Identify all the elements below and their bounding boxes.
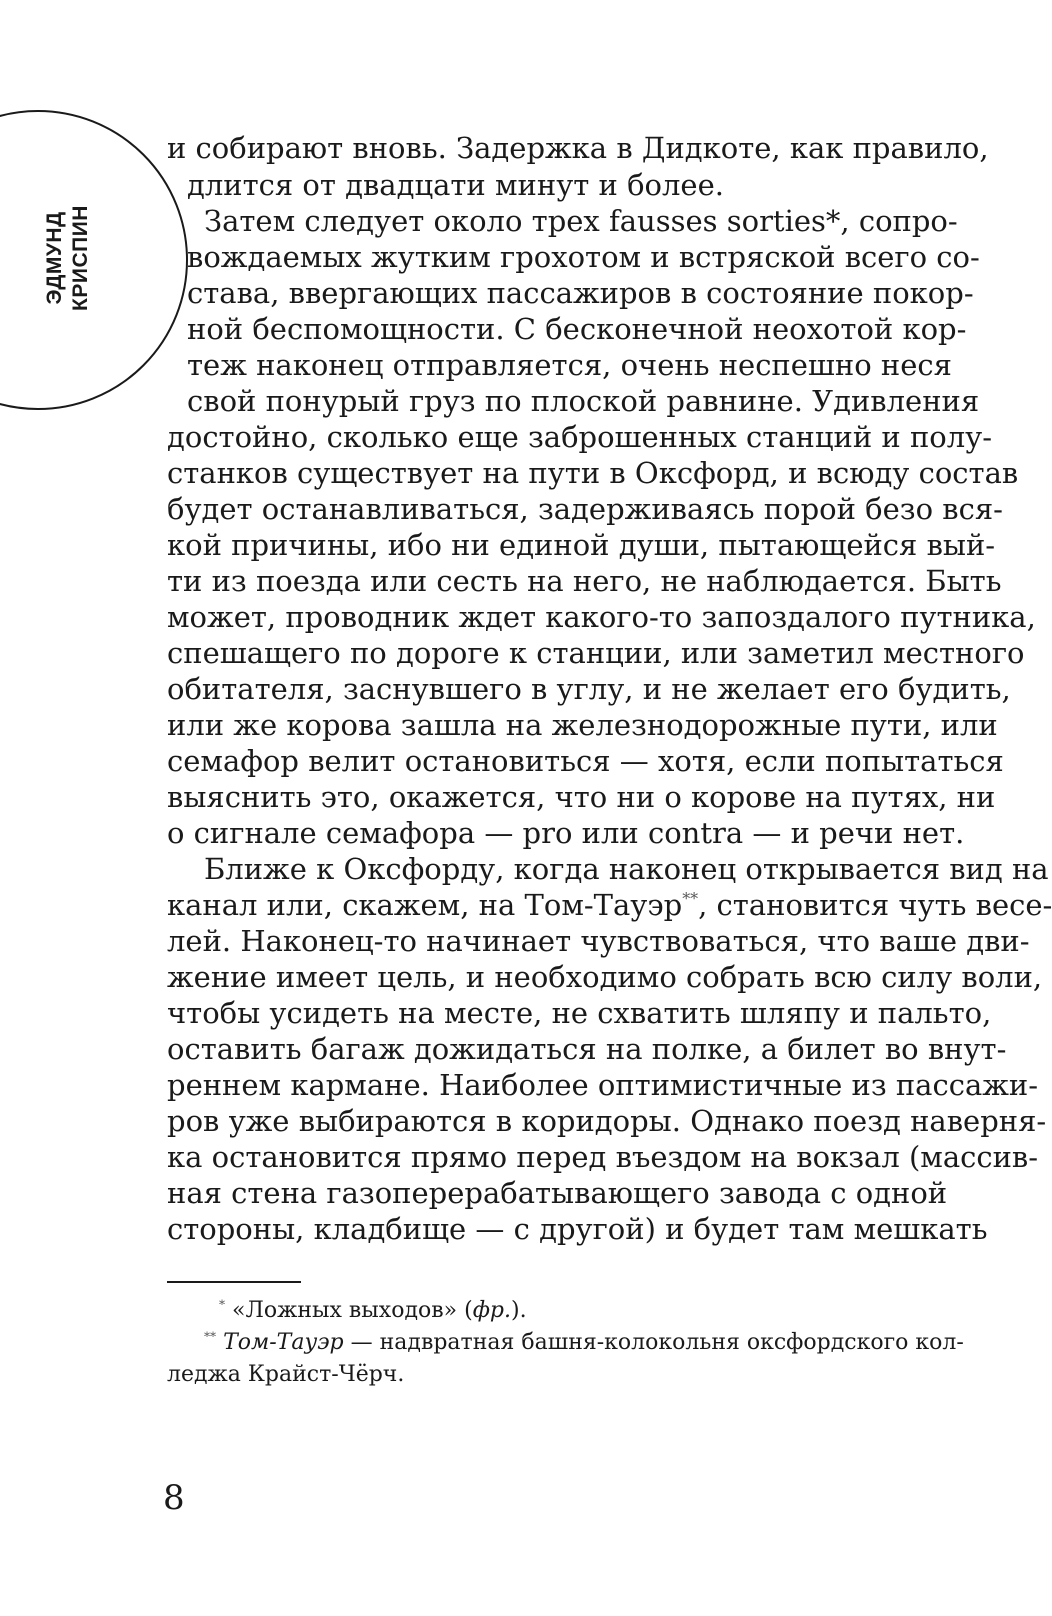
author-name-vertical <box>42 183 94 333</box>
footnote-1 <box>219 1294 527 1327</box>
footnote-text-end: ). <box>510 1298 527 1323</box>
text-line: спешащего по дороге к станции, или заметил местного <box>167 636 1025 670</box>
text-line: лей. Наконец-то начинает чувствоваться, что ваше дви- <box>167 924 1030 958</box>
footnote-mark: ** <box>204 1329 217 1344</box>
text-line: ной беспомощности. С бесконечной неохотой кор- <box>187 312 967 346</box>
text-line: семафор велит остановиться — хотя, если попытаться <box>167 744 1004 778</box>
footnote-mark: * <box>219 1297 226 1312</box>
text-line: става, ввергающих пассажиров в состояние покор- <box>187 276 974 310</box>
text-line: ная стена газоперерабатывающего завода с одной <box>167 1176 948 1210</box>
text-line: ти из поезда или сесть на него, не наблюдается. Быть <box>167 564 1002 598</box>
text-line: ров уже выбираются в коридоры. Однако поезд наверня- <box>167 1104 1047 1138</box>
text-segment: канал или, скажем, на Том-Тауэр <box>167 888 683 922</box>
footnote-2 <box>204 1326 964 1359</box>
chapter-circle-ornament <box>0 110 188 410</box>
author-first-name: ЭДМУНД <box>43 211 66 305</box>
page-number: 8 <box>163 1478 185 1518</box>
footnote-text: «Ложных выходов» ( <box>225 1298 473 1323</box>
text-line: будет останавливаться, задерживаясь порой безо вся- <box>167 492 1003 526</box>
text-line: может, проводник ждет какого-то запоздалого путника, <box>167 600 1036 634</box>
text-line: стороны, кладбище — с другой) и будет там мешкать <box>167 1212 988 1246</box>
text-line: оставить багаж дожидаться на полке, а билет во внут- <box>167 1032 1007 1066</box>
text-line: и собирают вновь. Задержка в Дидкоте, как правило, <box>167 131 989 165</box>
footnote-ref-mark: ** <box>682 888 699 908</box>
text-line: чтобы усидеть на месте, не схватить шляпу и пальто, <box>167 996 992 1030</box>
text-line: реннем кармане. Наиболее оптимистичные из пассажи- <box>167 1068 1039 1102</box>
footnote-2-continuation: леджа Крайст-Чёрч. <box>167 1362 405 1387</box>
text-line: длится от двадцати минут и более. <box>187 168 724 202</box>
text-line: достойно, сколько еще заброшенных станций и полу- <box>167 420 993 454</box>
text-line: ка остановится прямо перед въездом на вокзал (массив- <box>167 1140 1039 1174</box>
text-line: выяснить это, окажется, что ни о корове на путях, ни <box>167 780 996 814</box>
text-line: Ближе к Оксфорду, когда наконец открывается вид на <box>204 852 1049 886</box>
text-line: вождаемых жутким грохотом и встряской всего со- <box>187 240 980 274</box>
footnote-italic: фр. <box>472 1298 511 1323</box>
footnote-italic: Том-Тауэр <box>223 1330 344 1355</box>
footnote-divider <box>167 1281 301 1283</box>
text-line: обитателя, заснувшего в углу, и не желает его будить, <box>167 672 1011 706</box>
text-line: станков существует на пути в Оксфорд, и всюду состав <box>167 456 1019 490</box>
footnote-text: — надвратная башня-колокольня оксфордского кол- <box>343 1330 964 1355</box>
text-line: о сигнале семафора — pro или contra — и речи нет. <box>167 816 965 850</box>
text-line: жение имеет цель, и необходимо собрать всю силу воли, <box>167 960 1043 994</box>
text-line: свой понурый груз по плоской равнине. Удивления <box>187 384 980 418</box>
text-line: теж наконец отправляется, очень неспешно неся <box>187 348 952 382</box>
author-last-name: КРИСПИН <box>69 205 92 311</box>
text-segment: , становится чуть весе- <box>698 888 1052 922</box>
text-line: или же корова зашла на железнодорожные пути, или <box>167 708 998 742</box>
text-line: Затем следует около трех fausses sorties*, сопро- <box>204 204 958 238</box>
text-line: кой причины, ибо ни единой души, пытающейся вый- <box>167 528 996 562</box>
